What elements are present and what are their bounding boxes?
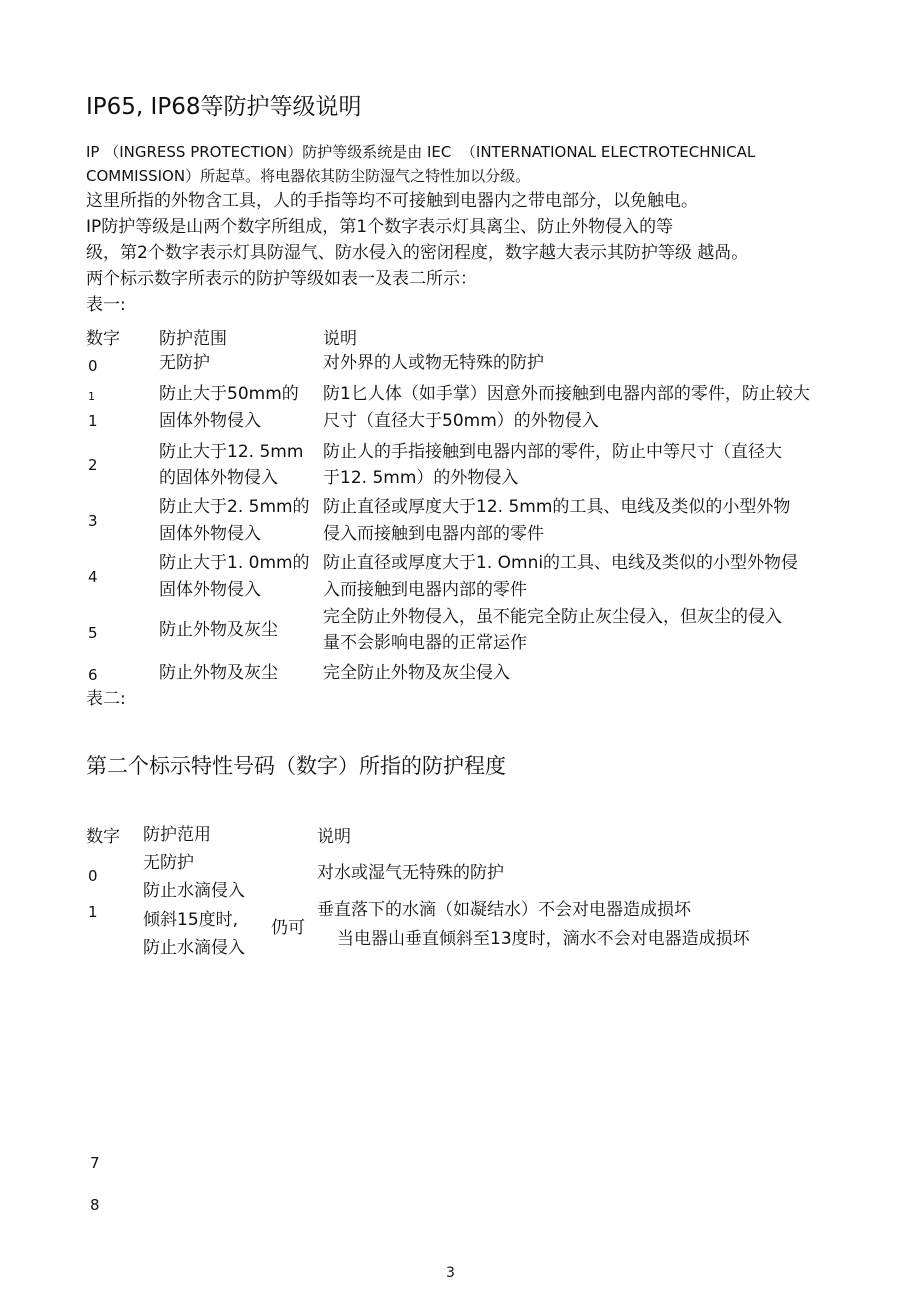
table1-row2-num: 2 <box>88 456 98 474</box>
intro-line-2: COMMISSION）所起草。将电器依其防尘防湿气之特性加以分级。 <box>86 167 531 185</box>
table2-row0-range: 无防护 <box>143 853 194 873</box>
table1-row5-num: 5 <box>88 624 98 642</box>
table1-row2-desc-1: 防止人的手指接触到电器内部的零件，防止中等尺寸（直径大 <box>323 442 782 462</box>
intro-line-3: 这里所指的外物含工具，人的手指等均不可接触到电器内之带电部分，以免触电。 <box>86 191 698 211</box>
table1-row3-desc-1: 防止直径或厚度大于12. 5mm的工具、电线及类似的小型外物 <box>323 497 791 517</box>
table2-row1-num: 1 <box>88 903 98 921</box>
table1-row0-num: 0 <box>88 357 98 375</box>
table1-row1-num-mark: 1 <box>88 390 95 403</box>
intro-line-4: IP防护等级是山两个数字所组成，第1个数字表示灯具离尘、防止外物侵入的等 <box>86 217 674 237</box>
table2-row0-desc: 对水或湿气无特殊的防护 <box>317 863 504 883</box>
table1-row1-num: 1 <box>88 412 98 430</box>
table1-row0-desc: 对外界的人或物无特殊的防护 <box>323 353 544 373</box>
stray-number-7: 7 <box>90 1154 100 1172</box>
table1-row1-desc-2: 尺寸（直径大于50mm）的外物侵入 <box>323 411 599 431</box>
table1-row5-desc-1: 完全防止外物侵入，虽不能完全防止灰尘侵入，但灰尘的侵入 <box>323 607 782 627</box>
table1-row5-range: 防止外物及灰尘 <box>159 620 278 640</box>
table1-row6-num: 6 <box>88 666 98 684</box>
table1-row4-desc-2: 入而接触到电器内部的零件 <box>323 580 527 600</box>
table1-row3-desc-2: 侵入而接触到电器内部的零件 <box>323 524 544 544</box>
table1-row2-desc-2: 于12. 5mm）的外物侵入 <box>323 468 519 488</box>
table1-row0-range: 无防护 <box>159 353 210 373</box>
table2-row2-range-extra: 仍可 <box>271 918 305 938</box>
table1-row1-range-2: 固体外物侵入 <box>159 411 261 431</box>
table2-header-num: 数字 <box>86 827 120 847</box>
table2-label: 表二: <box>86 689 126 709</box>
intro-line-1: IP （INGRESS PROTECTION）防护等级系统是由 IEC （INTERNATIONAL ELECTROTECHNICAL <box>86 143 756 161</box>
page-title: IP65, IP68等防护等级说明 <box>86 94 362 120</box>
table1-row2-range-2: 的固体外物侵入 <box>159 468 278 488</box>
table2-header-desc: 说明 <box>317 827 351 847</box>
table1-row4-desc-1: 防止直径或厚度大于1. Omni的工具、电线及类似的小型外物侵 <box>323 553 799 573</box>
table1-row3-num: 3 <box>88 512 98 530</box>
table1-row2-range-1: 防止大于12. 5mm <box>159 442 304 462</box>
table1-row1-desc-1: 防1匕人体（如手掌）因意外而接触到电器内部的零件，防止较大 <box>323 384 810 404</box>
table2-row1-range: 防止水滴侵入 <box>143 881 245 901</box>
table2-row2-desc: 当电器山垂直倾斜至13度时，滴水不会对电器造成损坏 <box>337 929 750 949</box>
table2-row0-num: 0 <box>88 867 98 885</box>
table1-row1-range-1: 防止大于50mm的 <box>159 384 299 404</box>
section2-title: 第二个标示特性号码（数字）所指的防护程度 <box>86 754 506 778</box>
table1-row3-range-1: 防止大于2. 5mm的 <box>159 497 310 517</box>
table1-row6-desc: 完全防止外物及灰尘侵入 <box>323 663 510 683</box>
table1-row6-range: 防止外物及灰尘 <box>159 663 278 683</box>
page-number: 3 <box>446 1265 455 1281</box>
intro-line-6: 两个标示数字所表示的防护等级如表一及表二所示： <box>86 269 477 289</box>
table1-header-range: 防护范围 <box>159 329 227 349</box>
table2-header-range: 防护范用 <box>143 825 211 845</box>
stray-number-8: 8 <box>90 1196 100 1214</box>
table1-row3-range-2: 固体外物侵入 <box>159 524 261 544</box>
table1-row5-desc-2: 量不会影响电器的正常运作 <box>323 633 527 653</box>
table1-row4-range-2: 固体外物侵入 <box>159 580 261 600</box>
table2-row1-desc: 垂直落下的水滴（如凝结水）不会对电器造成损坏 <box>317 900 691 920</box>
intro-line-5: 级，第2个数字表示灯具防湿气、防水侵入的密闭程度，数字越大表示其防护等级 越咼。 <box>86 243 749 263</box>
table1-header-num: 数字 <box>86 329 120 349</box>
table1-header-desc: 说明 <box>323 329 357 349</box>
table1-row4-num: 4 <box>88 568 98 586</box>
table2-row2-range-1: 倾斜15度时, <box>143 910 239 930</box>
table1-label: 表一: <box>86 295 126 315</box>
table2-row2-range-2: 防止水滴侵入 <box>143 938 245 958</box>
table1-row4-range-1: 防止大于1. 0mm的 <box>159 553 310 573</box>
